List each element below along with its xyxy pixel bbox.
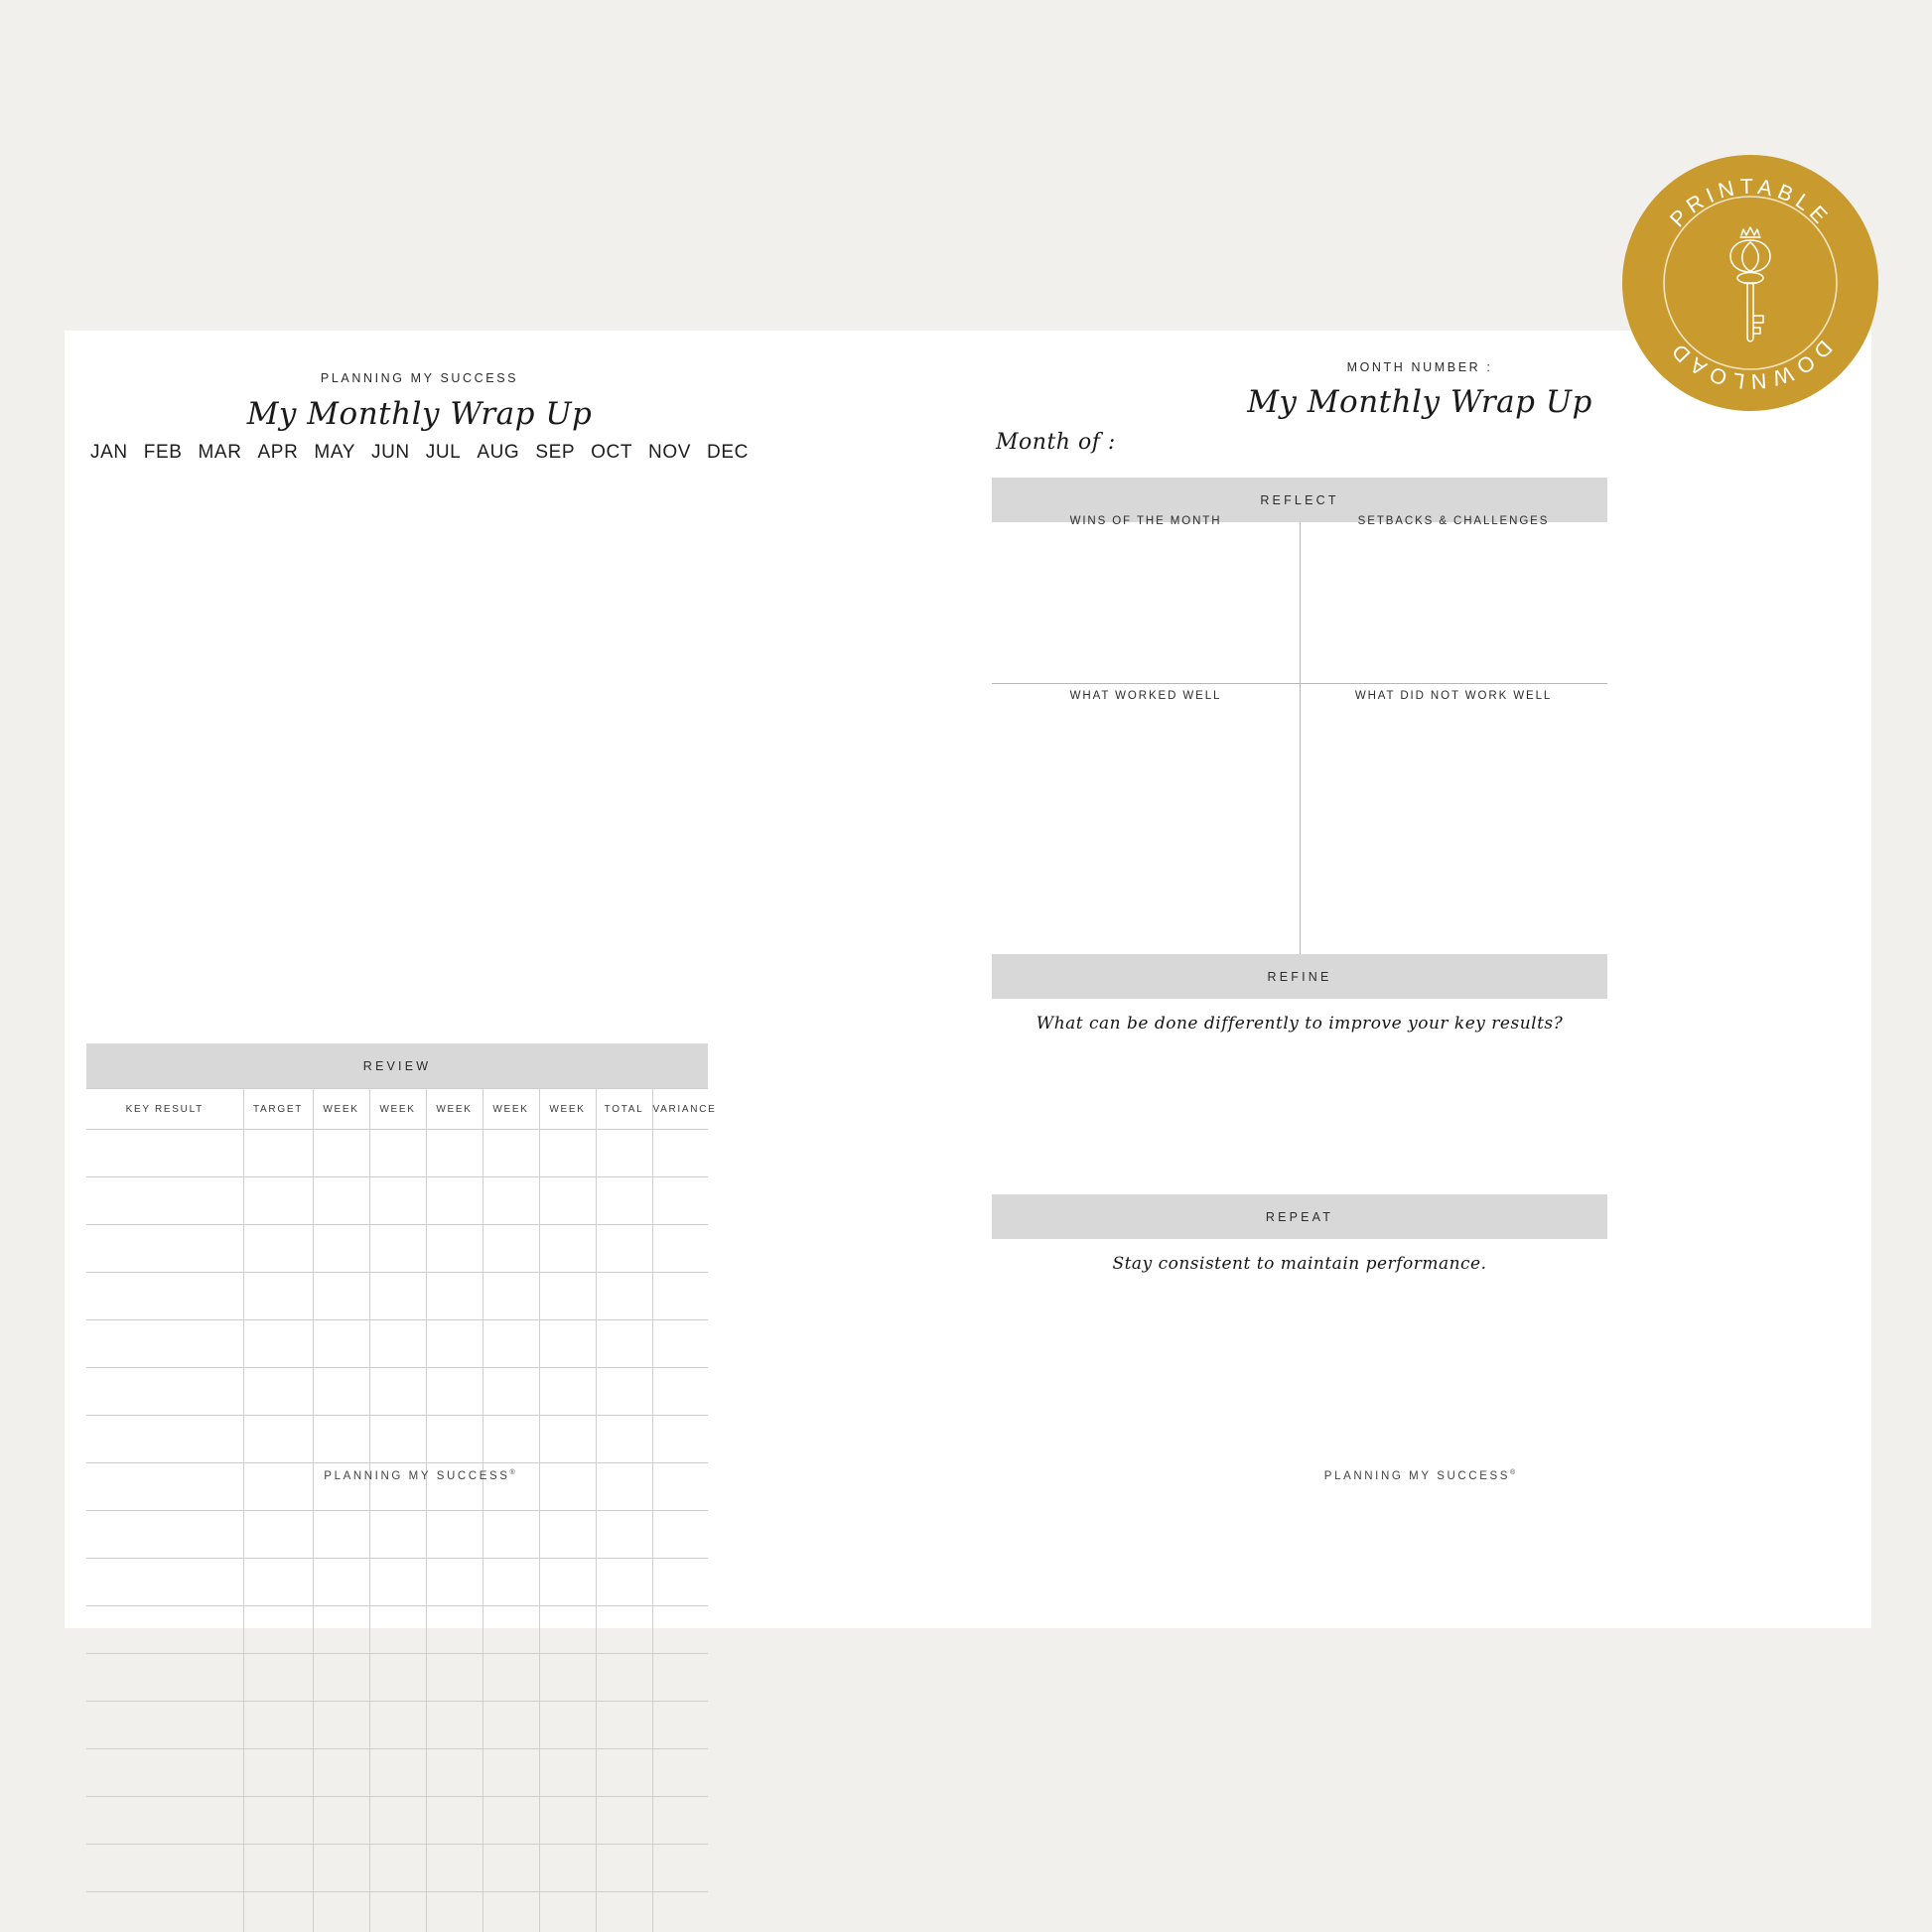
- badge-top-text: PRINTABLE: [1665, 174, 1836, 232]
- table-cell[interactable]: [243, 1702, 313, 1749]
- table-cell[interactable]: [539, 1892, 596, 1932]
- table-cell[interactable]: [243, 1606, 313, 1654]
- table-cell[interactable]: [243, 1368, 313, 1416]
- column-header-target-1: TARGET: [243, 1089, 313, 1130]
- table-cell[interactable]: [539, 1749, 596, 1797]
- table-cell[interactable]: [243, 1130, 313, 1177]
- month-chip-jan[interactable]: JAN: [90, 442, 128, 463]
- table-cell[interactable]: [596, 1273, 652, 1320]
- table-cell[interactable]: [596, 1654, 652, 1702]
- table-row[interactable]: [86, 1654, 708, 1702]
- table-cell[interactable]: [86, 1702, 243, 1749]
- table-cell[interactable]: [243, 1273, 313, 1320]
- table-cell[interactable]: [652, 1654, 708, 1702]
- quadrant-label-what-did-not-work-well: WHAT DID NOT WORK WELL: [1354, 690, 1553, 702]
- table-cell[interactable]: [596, 1130, 652, 1177]
- month-chip-mar[interactable]: MAR: [198, 442, 242, 463]
- table-cell[interactable]: [426, 1416, 483, 1463]
- table-cell[interactable]: [539, 1177, 596, 1225]
- month-selector-strip[interactable]: [65, 442, 774, 464]
- table-cell[interactable]: [652, 1892, 708, 1932]
- left-footer-registered-mark: ®: [509, 1469, 515, 1476]
- table-cell[interactable]: [652, 1749, 708, 1797]
- table-cell[interactable]: [86, 1749, 243, 1797]
- table-cell[interactable]: [369, 1368, 426, 1416]
- quadrant-label-what-worked-well: WHAT WORKED WELL: [1069, 690, 1222, 702]
- table-cell[interactable]: [539, 1320, 596, 1368]
- table-cell[interactable]: [539, 1368, 596, 1416]
- table-cell[interactable]: [483, 1606, 539, 1654]
- left-page: [65, 331, 968, 1628]
- table-cell[interactable]: [86, 1177, 243, 1225]
- planner-spread: [65, 331, 1871, 1628]
- table-cell[interactable]: [243, 1559, 313, 1606]
- table-cell[interactable]: [86, 1845, 243, 1892]
- right-page-footer: [1097, 1469, 1742, 1482]
- table-cell[interactable]: [243, 1177, 313, 1225]
- table-cell[interactable]: [483, 1225, 539, 1273]
- table-cell[interactable]: [86, 1273, 243, 1320]
- table-cell[interactable]: [313, 1225, 369, 1273]
- table-cell[interactable]: [539, 1702, 596, 1749]
- table-row[interactable]: [86, 1702, 708, 1749]
- table-cell[interactable]: [652, 1273, 708, 1320]
- table-cell[interactable]: [483, 1177, 539, 1225]
- table-cell[interactable]: [426, 1559, 483, 1606]
- table-cell[interactable]: [369, 1320, 426, 1368]
- table-cell[interactable]: [652, 1368, 708, 1416]
- table-cell[interactable]: [483, 1130, 539, 1177]
- table-cell[interactable]: [369, 1416, 426, 1463]
- badge-bottom-text: DOWNLOAD: [1663, 335, 1838, 394]
- table-cell[interactable]: [426, 1225, 483, 1273]
- table-cell[interactable]: [596, 1559, 652, 1606]
- column-header-total-7: TOTAL: [596, 1089, 652, 1130]
- table-cell[interactable]: [369, 1892, 426, 1932]
- left-page-eyebrow: PLANNING MY SUCCESS: [320, 371, 519, 385]
- table-cell[interactable]: [483, 1749, 539, 1797]
- table-cell[interactable]: [243, 1845, 313, 1892]
- table-cell[interactable]: [539, 1606, 596, 1654]
- table-cell[interactable]: [596, 1416, 652, 1463]
- table-cell[interactable]: [243, 1416, 313, 1463]
- review-table-container: [86, 1088, 717, 1932]
- month-chip-jun[interactable]: JUN: [370, 442, 410, 463]
- left-footer-text: PLANNING MY SUCCESS: [324, 1469, 510, 1482]
- table-row[interactable]: [86, 1225, 708, 1273]
- right-footer-text: PLANNING MY SUCCESS: [1323, 1469, 1511, 1482]
- reflect-horizontal-divider: [992, 683, 1607, 684]
- table-row[interactable]: [86, 1273, 708, 1320]
- table-row[interactable]: [86, 1749, 708, 1797]
- table-cell[interactable]: [539, 1797, 596, 1845]
- table-cell[interactable]: [369, 1511, 426, 1559]
- table-cell[interactable]: [652, 1511, 708, 1559]
- reflect-vertical-divider: [1300, 522, 1301, 954]
- table-cell[interactable]: [313, 1273, 369, 1320]
- table-cell[interactable]: [313, 1368, 369, 1416]
- table-cell[interactable]: [426, 1320, 483, 1368]
- month-chip-apr[interactable]: APR: [257, 442, 299, 463]
- table-cell[interactable]: [483, 1511, 539, 1559]
- table-cell[interactable]: [483, 1368, 539, 1416]
- table-cell[interactable]: [86, 1368, 243, 1416]
- table-cell[interactable]: [426, 1797, 483, 1845]
- table-cell[interactable]: [652, 1130, 708, 1177]
- column-header-week-6: WEEK: [539, 1089, 596, 1130]
- column-header-week-3: WEEK: [369, 1089, 426, 1130]
- table-cell[interactable]: [596, 1892, 652, 1932]
- right-page-title: My Monthly Wrap Up: [1247, 384, 1592, 420]
- table-cell[interactable]: [596, 1797, 652, 1845]
- table-row[interactable]: [86, 1606, 708, 1654]
- table-cell[interactable]: [596, 1749, 652, 1797]
- table-cell[interactable]: [652, 1416, 708, 1463]
- month-chip-feb[interactable]: FEB: [143, 442, 183, 463]
- table-cell[interactable]: [313, 1702, 369, 1749]
- table-cell[interactable]: [313, 1130, 369, 1177]
- table-cell[interactable]: [652, 1225, 708, 1273]
- table-cell[interactable]: [596, 1177, 652, 1225]
- right-footer-registered-mark: ®: [1510, 1469, 1516, 1476]
- table-cell[interactable]: [652, 1606, 708, 1654]
- table-cell[interactable]: [369, 1177, 426, 1225]
- table-cell[interactable]: [243, 1225, 313, 1273]
- table-cell[interactable]: [596, 1368, 652, 1416]
- table-cell[interactable]: [483, 1845, 539, 1892]
- table-cell[interactable]: [426, 1892, 483, 1932]
- table-cell[interactable]: [313, 1797, 369, 1845]
- table-cell[interactable]: [596, 1845, 652, 1892]
- table-cell[interactable]: [652, 1845, 708, 1892]
- table-row[interactable]: [86, 1320, 708, 1368]
- table-row[interactable]: [86, 1177, 708, 1225]
- table-cell[interactable]: [313, 1177, 369, 1225]
- table-cell[interactable]: [426, 1273, 483, 1320]
- table-row[interactable]: [86, 1130, 708, 1177]
- table-cell[interactable]: [243, 1654, 313, 1702]
- table-row[interactable]: [86, 1511, 708, 1559]
- table-cell[interactable]: [539, 1225, 596, 1273]
- table-cell[interactable]: [539, 1416, 596, 1463]
- reflect-section-label: REFLECT: [992, 478, 1607, 522]
- month-chip-jul[interactable]: JUL: [425, 442, 462, 463]
- table-cell[interactable]: [539, 1273, 596, 1320]
- table-cell[interactable]: [483, 1892, 539, 1932]
- repeat-section-label: REPEAT: [992, 1194, 1607, 1239]
- table-cell[interactable]: [369, 1273, 426, 1320]
- table-cell[interactable]: [243, 1511, 313, 1559]
- table-cell[interactable]: [539, 1559, 596, 1606]
- month-chip-oct[interactable]: OCT: [591, 442, 633, 463]
- review-section-label: REVIEW: [86, 1043, 708, 1088]
- table-cell[interactable]: [86, 1654, 243, 1702]
- table-cell[interactable]: [483, 1702, 539, 1749]
- table-cell[interactable]: [86, 1416, 243, 1463]
- table-cell[interactable]: [86, 1130, 243, 1177]
- table-cell[interactable]: [313, 1749, 369, 1797]
- table-cell[interactable]: [243, 1892, 313, 1932]
- table-cell[interactable]: [369, 1749, 426, 1797]
- table-cell[interactable]: [539, 1511, 596, 1559]
- table-cell[interactable]: [369, 1654, 426, 1702]
- table-cell[interactable]: [86, 1892, 243, 1932]
- table-cell[interactable]: [652, 1177, 708, 1225]
- table-cell[interactable]: [596, 1225, 652, 1273]
- repeat-prompt-text: Stay consistent to maintain performance.: [1112, 1254, 1487, 1274]
- month-chip-dec[interactable]: DEC: [707, 442, 749, 463]
- column-header-week-5: WEEK: [483, 1089, 539, 1130]
- table-cell[interactable]: [369, 1845, 426, 1892]
- table-cell[interactable]: [426, 1702, 483, 1749]
- table-cell[interactable]: [426, 1749, 483, 1797]
- table-cell[interactable]: [313, 1654, 369, 1702]
- table-cell[interactable]: [313, 1845, 369, 1892]
- table-cell[interactable]: [313, 1320, 369, 1368]
- table-cell[interactable]: [86, 1606, 243, 1654]
- month-of-field-label[interactable]: Month of :: [996, 430, 1116, 455]
- table-row[interactable]: [86, 1845, 708, 1892]
- table-cell[interactable]: [596, 1320, 652, 1368]
- table-cell[interactable]: [596, 1702, 652, 1749]
- column-header-week-2: WEEK: [313, 1089, 369, 1130]
- table-cell[interactable]: [313, 1559, 369, 1606]
- review-table: [86, 1088, 717, 1932]
- quadrant-label-wins-of-the-month: WINS OF THE MONTH: [1069, 515, 1222, 527]
- column-header-variance-8: VARIANCE: [652, 1089, 708, 1130]
- table-cell[interactable]: [243, 1749, 313, 1797]
- table-cell[interactable]: [243, 1320, 313, 1368]
- table-cell[interactable]: [426, 1845, 483, 1892]
- table-cell[interactable]: [483, 1273, 539, 1320]
- table-cell[interactable]: [369, 1559, 426, 1606]
- table-cell[interactable]: [539, 1654, 596, 1702]
- table-row[interactable]: [86, 1368, 708, 1416]
- table-row[interactable]: [86, 1559, 708, 1606]
- month-chip-aug[interactable]: AUG: [477, 442, 520, 463]
- table-cell[interactable]: [652, 1797, 708, 1845]
- table-cell[interactable]: [313, 1416, 369, 1463]
- table-row[interactable]: [86, 1892, 708, 1932]
- table-cell[interactable]: [86, 1559, 243, 1606]
- table-cell[interactable]: [483, 1654, 539, 1702]
- table-cell[interactable]: [369, 1797, 426, 1845]
- table-cell[interactable]: [86, 1320, 243, 1368]
- table-cell[interactable]: [483, 1416, 539, 1463]
- review-table-body: [86, 1130, 708, 1932]
- table-cell[interactable]: [596, 1606, 652, 1654]
- left-page-title: My Monthly Wrap Up: [246, 396, 593, 432]
- month-chip-may[interactable]: MAY: [314, 442, 355, 463]
- table-cell[interactable]: [652, 1320, 708, 1368]
- table-cell[interactable]: [369, 1606, 426, 1654]
- table-cell[interactable]: [426, 1654, 483, 1702]
- month-chip-nov[interactable]: NOV: [648, 442, 692, 463]
- quadrant-label-setbacks-and-challenges: SETBACKS & CHALLENGES: [1357, 515, 1550, 527]
- printable-download-badge: [1618, 151, 1882, 415]
- table-cell[interactable]: [539, 1130, 596, 1177]
- table-cell[interactable]: [369, 1702, 426, 1749]
- table-row[interactable]: [86, 1797, 708, 1845]
- table-cell[interactable]: [539, 1845, 596, 1892]
- column-header-week-4: WEEK: [426, 1089, 483, 1130]
- month-chip-sep[interactable]: SEP: [535, 442, 576, 463]
- refine-prompt-text: What can be done differently to improve your key results?: [1035, 1014, 1564, 1034]
- table-cell[interactable]: [483, 1559, 539, 1606]
- table-cell[interactable]: [313, 1606, 369, 1654]
- table-cell[interactable]: [86, 1225, 243, 1273]
- table-cell[interactable]: [483, 1797, 539, 1845]
- table-cell[interactable]: [243, 1797, 313, 1845]
- table-cell[interactable]: [313, 1892, 369, 1932]
- column-header-key-result-0: KEY RESULT: [86, 1089, 243, 1130]
- table-cell[interactable]: [313, 1511, 369, 1559]
- left-page-footer: [65, 1469, 774, 1482]
- table-cell[interactable]: [426, 1606, 483, 1654]
- refine-section-label: REFINE: [992, 954, 1607, 999]
- table-cell[interactable]: [483, 1320, 539, 1368]
- table-cell[interactable]: [652, 1559, 708, 1606]
- table-cell[interactable]: [652, 1702, 708, 1749]
- table-cell[interactable]: [426, 1368, 483, 1416]
- table-cell[interactable]: [426, 1130, 483, 1177]
- month-number-label: MONTH NUMBER :: [1346, 360, 1493, 374]
- right-page: [968, 331, 1871, 1628]
- table-row[interactable]: [86, 1416, 708, 1463]
- review-table-header-row: [86, 1089, 708, 1130]
- table-cell[interactable]: [596, 1511, 652, 1559]
- table-cell[interactable]: [86, 1511, 243, 1559]
- table-cell[interactable]: [86, 1797, 243, 1845]
- table-cell[interactable]: [369, 1225, 426, 1273]
- table-cell[interactable]: [426, 1177, 483, 1225]
- table-cell[interactable]: [426, 1511, 483, 1559]
- table-cell[interactable]: [369, 1130, 426, 1177]
